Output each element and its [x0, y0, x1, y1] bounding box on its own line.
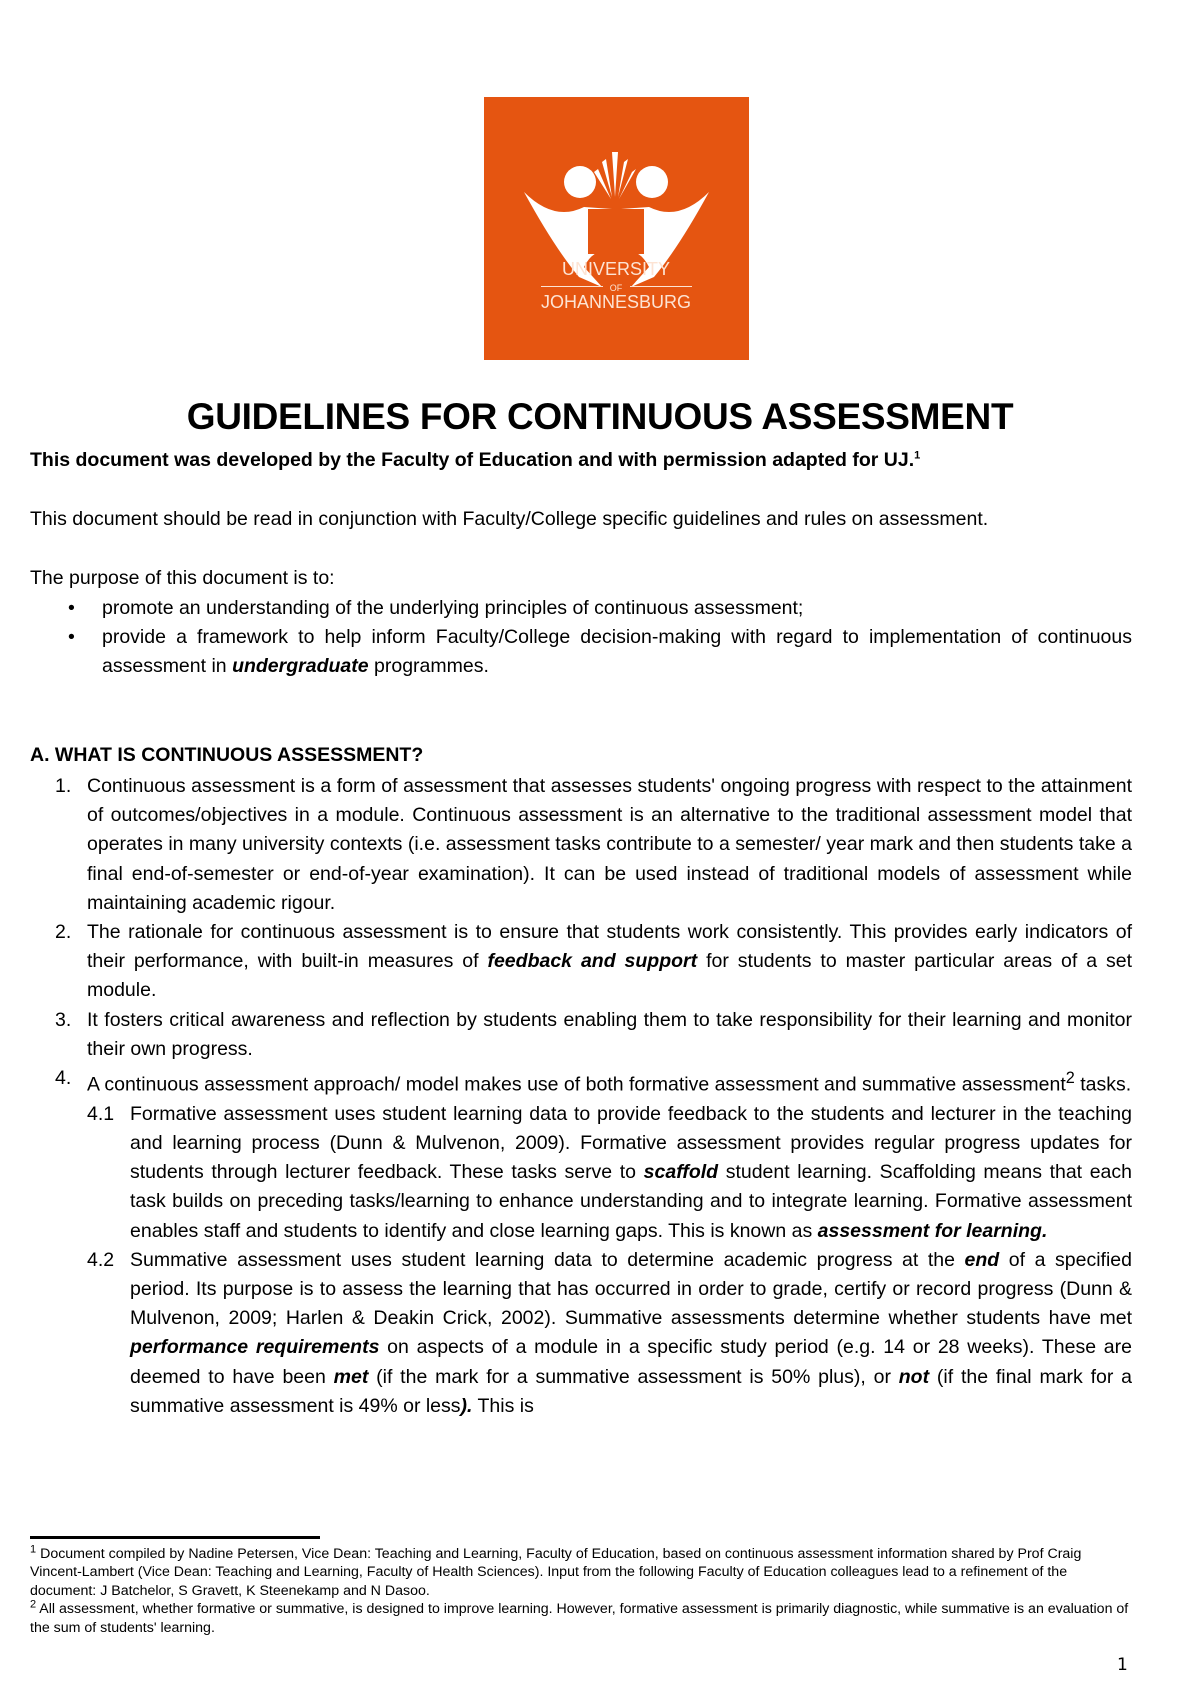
text-run: for students to master particular areas of a set module.	[87, 950, 1133, 1002]
purpose-bullet-list	[30, 594, 1132, 682]
document-title: GUIDELINES FOR CONTINUOUS ASSESSMENT	[186, 396, 1014, 437]
item-number: 1.	[55, 775, 72, 797]
university-logo	[484, 97, 749, 360]
footnote-number: 2	[30, 1598, 37, 1611]
page-number: 1	[1117, 1655, 1128, 1675]
item-number: 3.	[55, 1008, 72, 1031]
text-run: tasks.	[1074, 1073, 1132, 1096]
read-with-note: This document should be read in conjunction with Faculty/College specific guidelines and rules on assessment.	[30, 508, 989, 530]
footnote-text: All assessment, whether formative or summative, is designed to improve learning. However, formative assessment is primarily diagnostic, while summative is an evaluation of the sum of students' learning.	[30, 1601, 1129, 1636]
list-item	[30, 1064, 1132, 1100]
text-run: student learning. Scaffolding means that each task builds on preceding tasks/learning to enhance understanding and to integrate learning. Formative assessment enables staff and students to identify and close learning gaps. This is known as	[130, 1161, 1132, 1242]
bullet-item	[30, 594, 1132, 623]
text-run: on aspects of a module in a specific study period (e.g. 14 or 28 weeks). These are deemed to have been	[130, 1336, 1132, 1388]
footnote-number: 1	[30, 1543, 37, 1556]
emphasis-text: assessment for learning.	[817, 1219, 1048, 1242]
subtitle-text: This document was developed by the Faculty of Education and with permission adapted for UJ.	[30, 449, 915, 471]
footnote	[30, 1545, 1132, 1600]
section-heading-a: A. WHAT IS CONTINUOUS ASSESSMENT?	[30, 744, 424, 766]
text-run: promote an understanding of the underlying principles of continuous assessment;	[102, 597, 804, 619]
emphasis-text: undergraduate	[232, 655, 369, 678]
footnote	[30, 1600, 1132, 1637]
text-run: (if the final mark for a summative assessment is 49% or less	[130, 1365, 1132, 1417]
logo-line2: OF	[609, 283, 623, 293]
emphasis-text: met	[333, 1365, 369, 1388]
text-run: The rationale for continuous assessment is to ensure that students work consistently. This provides early indicators of their performance, with built-in measures of	[87, 921, 1132, 973]
sub-list-item	[30, 1100, 1132, 1246]
logo-line1: UNIVERSITY	[561, 259, 671, 279]
text-run: Summative assessment uses student learning data to determine academic progress at the	[130, 1248, 965, 1271]
emphasis-text: performance requirements	[130, 1336, 380, 1359]
footnote-text: Document compiled by Nadine Petersen, Vice Dean: Teaching and Learning, Faculty of Education, based on continuous assessment information shared by Prof Craig Vincent-Lambert (Vice Dean: Teaching and Learning, Faculty of Health Sciences). Input from the following Faculty of Education colleagues lead to a refinement of the document: J Batchelor, S Gravett, K Steenekamp and N Dasoo.	[30, 1546, 1082, 1599]
text-run: Continuous assessment is a form of assessment that assesses students' ongoing progress with respect to the attainment of outcomes/objectives in a module. Continuous assessment is an alternative to the traditional assessment model that operates in many university contexts (i.e. assessment tasks contribute to a semester/ year mark and then students take a final end-of-semester or end-of-year examination). It can be used instead of traditional models of assessment while maintaining academic rigour.	[87, 775, 1132, 914]
logo-line3: JOHANNESBURG	[540, 292, 692, 312]
sub-item-number: 4.1	[87, 1102, 115, 1125]
text-run: It fosters critical awareness and reflection by students enabling them to take responsibility for their learning and monitor their own progress.	[87, 1008, 1132, 1060]
text-run: Formative assessment uses student learning data to provide feedback to the students and lecturer in the teaching and learning process (Dunn & Mulvenon, 2009). Formative assessment provides regular progress updates for students through lecturer feedback. These tasks serve to	[130, 1102, 1132, 1184]
footnotes	[30, 1545, 1132, 1637]
item-number: 4.	[55, 1067, 72, 1090]
footnote-ref-1[interactable]: 1	[914, 449, 921, 462]
bullet-icon: •	[68, 597, 75, 619]
sub-list-item	[30, 1246, 1132, 1421]
emphasis-text: feedback and support	[487, 950, 698, 973]
subtitle	[30, 446, 920, 475]
text-run: provide a framework to help inform Faculty/College decision-making with regard to implementation of continuous assessment in	[102, 626, 1132, 678]
footnote-divider	[30, 1536, 320, 1539]
emphasis-text: end	[964, 1248, 1000, 1271]
text-run: This is	[472, 1394, 534, 1417]
list-item	[30, 1006, 1132, 1064]
bullet-icon: •	[68, 626, 75, 649]
list-item	[30, 918, 1132, 1006]
text-run: programmes.	[368, 655, 489, 678]
text-run: (if the mark for a summative assessment is 50% plus), or	[368, 1365, 899, 1388]
emphasis-text: ).	[460, 1394, 473, 1417]
footnote-ref[interactable]: 2	[1065, 1069, 1075, 1088]
text-run: A continuous assessment approach/ model makes use of both formative assessment and summative assessment	[87, 1073, 1066, 1096]
item-number: 2.	[55, 921, 72, 944]
emphasis-text: not	[898, 1365, 930, 1388]
uj-crest-icon	[484, 97, 749, 360]
list-item	[30, 772, 1132, 918]
emphasis-text: scaffold	[643, 1161, 719, 1184]
numbered-list	[30, 772, 1132, 1421]
text-run: of a specified period. Its purpose is to assess the learning that has occurred in order to grade, certify or record progress (Dunn & Mulvenon, 2009; Harlen & Deakin Crick, 2002). Summative assessments determine whether students have met	[130, 1248, 1132, 1330]
purpose-intro: The purpose of this document is to:	[30, 567, 335, 589]
sub-item-number: 4.2	[87, 1248, 115, 1271]
bullet-item	[30, 623, 1132, 681]
